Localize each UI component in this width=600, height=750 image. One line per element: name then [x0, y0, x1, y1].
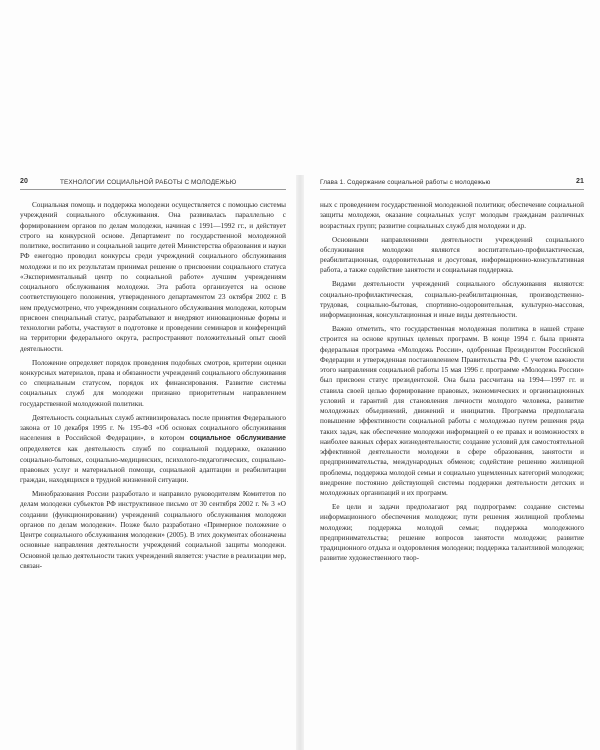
left-paragraph-3-tail: определяется как деятельность служб по социальной поддержке, оказанию социально-бытовых, социально-медицинских, психолого-педагогических, социально-правовых услуг и материальной помощи, социальной адаптации и реабилитации граждан, находящихся в трудной жизненной ситуации.: [20, 445, 286, 485]
bold-term: социальное обслуживание: [189, 435, 287, 443]
left-paragraph-1: Социальная помощь и поддержка молодежи осуществляется с помощью системы учреждений социального обслуживания. Она развивалась параллельно с формированием органов по делам молодежи, начиная с 1991—1992 гг., и действует строго на конкурсной основе. Департамент по государственной молодежной политике, воспитанию и социальной защите детей Министерства образования и науки РФ ежегодно проводил конкурсы среди учреждений социального обслуживания молодежи и по их результатам принимал решение о присвоении социального статуса «Экспериментальный центр по социальной работе» лучшим учреждениям социального обслуживания молодежи. Эта работа организуется на основе соответствующего положения, утвержденного департаментом 23 октября 2002 г. В нем предусмотрено, что учреждениям социального обслуживания молодежи, которым присвоен специальный статус, разрабатывают и внедряют инновационные формы и технологии работы, участвуют в подготовке и проведении семинаров и конференций на территории федерального округа, распространяют положительный опыт своей деятельности.: [20, 201, 286, 353]
left-body-text: [20, 200, 286, 571]
left-paragraph-2: Положение определяет порядок проведения подобных смотров, критерии оценки конкурсных материалов, права и обязанности учреждений социального обслуживания со специальным статусом, порядок их финансирования. Развитие системы социальных служб для молодежи признано приоритетным направлением государственной молодежной политики.: [20, 358, 286, 408]
right-running-title: Глава 1. Содержание социальной работы с молодежью: [320, 179, 491, 186]
right-paragraph-4: Важно отметить, что государственная молодежная политика в нашей стране строится на основе крупных целевых программ. В конце 1994 г. была принята федеральная программа «Молодежь России», одобренная Президентом Российской Федерации и утвержденная постановлением Правительства РФ. С учетом важности этого направления социальной работы 15 мая 1996 г. программе «Молодежь России» был присвоен статус президентской. Она была рассчитана на 1994—1997 гг. и ставила своей целью формирование правовых, экономических и организационных условий и гарантий для становления личности молодого человека, развитие молодежных объединений, движений и инициатив. Программа предполагала повышение эффективности социальной работы с молодежью путем решения ряда таких задач, как обеспечение молодежи информацией о ее правах и возможностях в наиболее важных сферах жизнедеятельности; создание условий для самостоятельной эффективной деятельности молодежи в сфере образования, занятости и предпринимательства, международных обменов; содействие решению жилищной проблемы, поддержка молодой семьи и социально ущемленных категорий молодежи; внедрение постоянно действующей системы поддержки деятельности детских и молодежных организаций и их программ.: [320, 325, 584, 498]
right-paragraph-5: Ее цели и задачи предполагают ряд подпрограмм: создание системы информационного обеспечения молодежи; пути решения жилищной проблемы молодежи; поддержка молодой семьи; поддержка молодежного предпринимательства; решение вопросов занятости молодежи; развитие традиционного отдыха и оздоровления молодежи; поддержка талантливой молодежи; развитие художественного твор-: [320, 503, 584, 563]
left-paragraph-3: [20, 413, 286, 486]
right-paragraph-1: ных с проведением государственной молодежной политики; обеспечение социальной защиты молодежи, оказание социальных услуг молодым гражданам различных возрастных групп; развитие социальных служб для молодежи и др.: [320, 201, 584, 230]
right-body-text: [320, 200, 584, 564]
right-page-number: 21: [576, 178, 584, 185]
left-page-number: 20: [20, 178, 28, 185]
left-page: [20, 176, 286, 575]
left-running-title: ТЕХНОЛОГИИ СОЦИАЛЬНОЙ РАБОТЫ С МОЛОДЕЖЬЮ: [60, 179, 237, 186]
left-running-head: [20, 176, 286, 190]
book-gutter: [296, 175, 304, 750]
right-paragraph-2: Основными направлениями деятельности учреждений социального обслуживания молодежи являются воспитательно-профилактическая, реабилитационная, оздоровительная и досуговая, информационно-консультативная работа, а также содействие занятости и социальная поддержка.: [320, 235, 584, 275]
right-running-head: [320, 176, 584, 190]
left-paragraph-4: Минобразования России разработало и направило руководителям Комитетов по делам молодежи субъектов РФ инструктивное письмо от 30 сентября 2002 г. № 3 «О создании (функционировании) учреждений социального обслуживания молодежи органов по делам молодежи». Позже было разработано «Примерное положение о Центре социального обслуживания молодежи» (2005). В этих документах обозначены основные направления деятельности учреждений социальной защиты молодежи. Основной целью деятельности таких учреждений является: участие в реализации мер, связан-: [20, 490, 286, 570]
left-paragraph-3-text: Деятельность социальных служб активизировалась после принятия Федерального закона от 10 декабря 1995 г. № 195-ФЗ «Об основах социального обслуживания населения в Российской Федерации», в котором: [20, 413, 286, 443]
right-page: [320, 176, 584, 567]
right-paragraph-3: Видами деятельности учреждений социального обслуживания являются: социально-профилактическая, социально-реабилитационная, производственно-трудовая, социально-бытовая, спортивно-оздоровительная, культурно-массовая, информационная, консультационная и иные виды деятельности.: [320, 280, 584, 320]
